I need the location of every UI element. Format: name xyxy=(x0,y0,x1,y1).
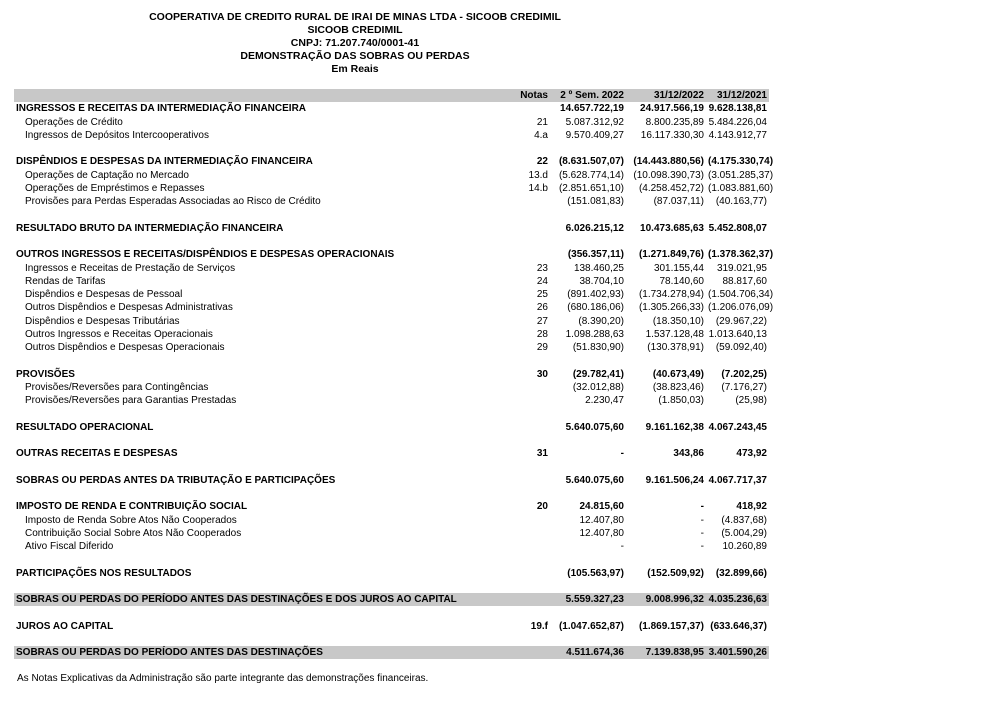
row-label: Rendas de Tarifas xyxy=(25,275,106,287)
row-nota xyxy=(500,527,550,540)
spacer-row xyxy=(14,434,769,447)
row-label: Ativo Fiscal Diferido xyxy=(25,541,114,553)
spacer-row xyxy=(14,355,769,368)
table-row xyxy=(14,262,769,275)
table-row xyxy=(14,341,769,354)
row-value-sem: 5.087.312,92 xyxy=(565,116,624,128)
row-value-2022: 1.537.128,48 xyxy=(645,329,704,341)
row-value-2021: 418,92 xyxy=(736,501,767,513)
row-value-sem: 1.098.288,63 xyxy=(565,329,624,341)
row-value-2021: 4.035.236,63 xyxy=(706,593,769,606)
row-value-sem: (356.357,11) xyxy=(567,249,624,261)
row-value-2021: 9.628.138,81 xyxy=(708,103,767,115)
row-value-2021: (59.092,40) xyxy=(715,342,767,354)
row-value-2022: 8.800.235,89 xyxy=(645,116,704,128)
row-nota xyxy=(500,514,550,527)
table-header-row xyxy=(14,89,769,102)
row-value-sem: 4.511.674,36 xyxy=(550,646,626,659)
row-label: INGRESSOS E RECEITAS DA INTERMEDIAÇÃO FINANCEIRA xyxy=(16,103,307,115)
row-value-sem: 5.559.327,23 xyxy=(550,593,626,606)
row-value-2022: 16.117.330,30 xyxy=(640,129,704,141)
row-nota xyxy=(500,195,550,208)
row-value-sem: 12.407,80 xyxy=(579,527,624,539)
company-short-name: SICOOB CREDIMIL xyxy=(307,24,403,36)
table-row xyxy=(14,514,769,527)
row-value-sem: (105.563,97) xyxy=(567,567,624,579)
table-row xyxy=(14,646,769,659)
row-value-sem: (5.628.774,14) xyxy=(558,169,624,181)
row-label: SOBRAS OU PERDAS DO PERÍODO ANTES DAS DESTINAÇÕES E DOS JUROS AO CAPITAL xyxy=(14,593,500,606)
row-value-sem: 5.640.075,60 xyxy=(565,421,624,433)
row-label: Operações de Crédito xyxy=(25,116,123,128)
row-value-2022: 78.140,60 xyxy=(659,275,704,287)
row-value-2021: (1.504.706,34) xyxy=(708,289,774,301)
row-label: SOBRAS OU PERDAS ANTES DA TRIBUTAÇÃO E PARTICIPAÇÕES xyxy=(16,474,336,486)
row-value-2022: 9.161.506,24 xyxy=(645,474,704,486)
row-label: Outros Dispêndios e Despesas Operacionais xyxy=(25,342,225,354)
row-nota: 29 xyxy=(536,342,548,354)
spacer-row xyxy=(14,487,769,500)
header-2022: 31/12/2022 xyxy=(626,89,706,102)
header-2021: 31/12/2021 xyxy=(706,89,769,102)
row-value-sem: 24.815,60 xyxy=(579,501,624,513)
spacer-row xyxy=(14,554,769,567)
table-row xyxy=(14,368,769,381)
row-nota: 31 xyxy=(536,448,548,460)
header-label-cell xyxy=(14,89,500,102)
row-nota xyxy=(500,474,550,487)
table-row xyxy=(14,129,769,142)
row-value-sem: 5.640.075,60 xyxy=(565,474,624,486)
row-value-2021: (4.837,68) xyxy=(721,514,767,526)
table-row xyxy=(14,248,769,261)
table-row xyxy=(14,315,769,328)
row-value-sem: 38.704,10 xyxy=(579,275,624,287)
row-label: Provisões para Perdas Esperadas Associadas ao Risco de Crédito xyxy=(25,196,321,208)
row-label: SOBRAS OU PERDAS DO PERÍODO ANTES DAS DESTINAÇÕES xyxy=(14,646,500,659)
row-value-sem: 12.407,80 xyxy=(579,514,624,526)
row-nota xyxy=(500,394,550,407)
row-nota: 4.a xyxy=(534,129,548,141)
cnpj: CNPJ: 71.207.740/0001-41 xyxy=(290,37,420,49)
row-value-sem: (8.631.507,07) xyxy=(558,156,624,168)
currency-note: Em Reais xyxy=(331,63,379,75)
row-label: OUTROS INGRESSOS E RECEITAS/DISPÊNDIOS E DESPESAS OPERACIONAIS xyxy=(16,249,395,261)
row-value-2021: (25,98) xyxy=(735,395,767,407)
row-value-2021: (7.176,27) xyxy=(721,382,767,394)
table-row xyxy=(14,381,769,394)
table-row xyxy=(14,540,769,553)
row-value-2021: 4.143.912,77 xyxy=(708,129,767,141)
row-value-2021: 3.401.590,26 xyxy=(706,646,769,659)
row-label: Dispêndios e Despesas Tributárias xyxy=(25,315,180,327)
table-row xyxy=(14,102,769,115)
table-row xyxy=(14,527,769,540)
row-value-2022: (1.734.278,94) xyxy=(638,289,704,301)
row-nota: 14.b xyxy=(528,182,548,194)
table-row xyxy=(14,222,769,235)
row-value-2022: (1.869.157,37) xyxy=(638,620,704,632)
row-label: Contribuição Social Sobre Atos Não Cooperados xyxy=(25,527,242,539)
row-label: RESULTADO OPERACIONAL xyxy=(16,421,154,433)
row-value-2021: 5.484.226,04 xyxy=(708,116,767,128)
table-row xyxy=(14,328,769,341)
row-value-2022: (10.098.390,73) xyxy=(633,169,704,181)
report-header xyxy=(0,11,710,76)
row-value-2021: 1.013.640,13 xyxy=(708,329,767,341)
row-label: Imposto de Renda Sobre Atos Não Cooperados xyxy=(25,514,237,526)
table-row xyxy=(14,593,769,606)
row-value-sem: 9.570.409,27 xyxy=(565,129,624,141)
row-nota xyxy=(500,381,550,394)
table-row xyxy=(14,394,769,407)
row-nota: 27 xyxy=(536,315,548,327)
row-label: Operações de Captação no Mercado xyxy=(25,169,189,181)
row-value-2022: - xyxy=(700,541,704,553)
row-value-sem: (891.402,93) xyxy=(567,289,624,301)
row-nota xyxy=(500,102,550,115)
table-row xyxy=(14,620,769,633)
row-value-2022: - xyxy=(700,501,704,513)
row-value-2021: 10.260,89 xyxy=(722,541,767,553)
spacer-row xyxy=(14,408,769,421)
row-value-2022: (1.271.849,76) xyxy=(638,249,704,261)
row-nota: 23 xyxy=(536,262,548,274)
spacer-row xyxy=(14,209,769,222)
income-statement-table xyxy=(14,89,774,659)
row-value-2021: (7.202,25) xyxy=(721,368,767,380)
row-value-2021: (3.051.285,37) xyxy=(708,169,774,181)
footer-note: As Notas Explicativas da Administração são parte integrante das demonstrações financeiras. xyxy=(17,673,429,684)
row-value-2021: (5.004,29) xyxy=(721,527,767,539)
row-label: PARTICIPAÇÕES NOS RESULTADOS xyxy=(16,567,192,579)
row-value-2022: 301.155,44 xyxy=(653,262,704,274)
row-label: PROVISÕES xyxy=(16,368,75,380)
row-label: Dispêndios e Despesas de Pessoal xyxy=(25,289,183,301)
row-value-2021: (40.163,77) xyxy=(715,196,767,208)
row-label: Ingressos e Receitas de Prestação de Serviços xyxy=(25,262,236,274)
row-value-2021: 473,92 xyxy=(736,448,767,460)
row-value-2021: 319.021,95 xyxy=(716,262,767,274)
row-value-sem: (680.186,06) xyxy=(567,302,624,314)
row-value-sem: (151.081,83) xyxy=(567,196,624,208)
row-value-2022: - xyxy=(700,527,704,539)
row-value-2022: (14.443.880,56) xyxy=(633,156,704,168)
row-value-2021: (633.646,37) xyxy=(710,620,767,632)
row-value-2022: (38.823,46) xyxy=(652,382,704,394)
row-value-2022: 10.473.685,63 xyxy=(640,222,704,234)
row-value-2022: 7.139.838,95 xyxy=(626,646,706,659)
row-label: Provisões/Reversões para Contingências xyxy=(25,382,209,394)
row-label: Ingressos de Depósitos Intercooperativos xyxy=(25,129,209,141)
row-value-2022: 24.917.566,19 xyxy=(640,103,704,115)
row-label: IMPOSTO DE RENDA E CONTRIBUIÇÃO SOCIAL xyxy=(16,501,248,513)
table-row xyxy=(14,116,769,129)
row-value-2022: 9.161.162,38 xyxy=(645,421,704,433)
row-label: JUROS AO CAPITAL xyxy=(16,620,114,632)
row-nota: 25 xyxy=(536,289,548,301)
row-nota xyxy=(500,567,550,580)
row-nota xyxy=(500,421,550,434)
spacer-row xyxy=(14,142,769,155)
row-value-2022: (87.037,11) xyxy=(653,196,704,208)
table-row xyxy=(14,275,769,288)
header-2nd-semester-2022: 2 º Sem. 2022 xyxy=(550,89,626,102)
row-value-2022: 343,86 xyxy=(673,448,704,460)
row-value-2021: 5.452.808,07 xyxy=(708,222,767,234)
spacer-row xyxy=(14,580,769,593)
row-value-2022: (130.378,91) xyxy=(647,342,704,354)
row-nota: 20 xyxy=(536,501,548,513)
row-value-2022: (40.673,49) xyxy=(652,368,704,380)
table-row xyxy=(14,288,769,301)
row-value-sem: (29.782,41) xyxy=(572,368,624,380)
table-row xyxy=(14,500,769,513)
table-row xyxy=(14,567,769,580)
row-value-2022: (18.350,10) xyxy=(652,315,704,327)
row-value-sem: 6.026.215,12 xyxy=(565,222,624,234)
row-nota xyxy=(500,248,550,261)
row-value-2021: (29.967,22) xyxy=(715,315,767,327)
row-value-2022: - xyxy=(700,514,704,526)
table-row xyxy=(14,169,769,182)
row-label: Operações de Empréstimos e Repasses xyxy=(25,182,205,194)
row-value-2021: (1.378.362,37) xyxy=(708,249,774,261)
row-value-sem: (1.047.652,87) xyxy=(558,620,624,632)
row-value-sem: (8.390,20) xyxy=(578,315,624,327)
row-label: RESULTADO BRUTO DA INTERMEDIAÇÃO FINANCEIRA xyxy=(16,222,284,234)
row-nota: 30 xyxy=(536,368,548,380)
row-value-2021: 4.067.717,37 xyxy=(708,474,767,486)
row-label: OUTRAS RECEITAS E DESPESAS xyxy=(16,448,178,460)
row-value-2022: (1.305.266,33) xyxy=(638,302,704,314)
row-value-sem: 14.657.722,19 xyxy=(560,103,624,115)
table-row xyxy=(14,474,769,487)
spacer-row xyxy=(14,606,769,619)
row-nota xyxy=(500,540,550,553)
row-value-2022: 9.008.996,32 xyxy=(626,593,706,606)
table-row xyxy=(14,301,769,314)
spacer-row xyxy=(14,461,769,474)
row-value-sem: (2.851.651,10) xyxy=(558,182,624,194)
row-value-sem: (32.012,88) xyxy=(572,382,624,394)
row-nota xyxy=(500,646,550,659)
row-label: Outros Ingressos e Receitas Operacionais xyxy=(25,329,213,341)
row-nota: 13.d xyxy=(528,169,548,181)
row-label: Provisões/Reversões para Garantias Prestadas xyxy=(25,395,237,407)
table-row xyxy=(14,155,769,168)
row-value-2021: 88.817,60 xyxy=(722,275,767,287)
row-nota: 24 xyxy=(536,275,548,287)
statement-title: DEMONSTRAÇÃO DAS SOBRAS OU PERDAS xyxy=(240,50,470,62)
row-value-sem: 138.460,25 xyxy=(573,262,624,274)
row-value-2022: (1.850,03) xyxy=(658,395,704,407)
row-nota xyxy=(500,593,550,606)
row-value-2022: (4.258.452,72) xyxy=(638,182,704,194)
row-nota: 26 xyxy=(536,302,548,314)
row-nota: 19.f xyxy=(530,620,548,632)
row-value-sem: 2.230,47 xyxy=(585,395,624,407)
row-nota: 22 xyxy=(536,156,548,168)
spacer-row xyxy=(14,633,769,646)
row-value-2021: 4.067.243,45 xyxy=(708,421,767,433)
row-label: DISPÊNDIOS E DESPESAS DA INTERMEDIAÇÃO FINANCEIRA xyxy=(16,156,313,168)
row-value-2021: (4.175.330,74) xyxy=(708,156,774,168)
row-value-2022: (152.509,92) xyxy=(647,567,704,579)
table-row xyxy=(14,447,769,460)
row-nota: 28 xyxy=(536,329,548,341)
row-value-2021: (1.083.881,60) xyxy=(708,182,774,194)
row-value-2021: (32.899,66) xyxy=(715,567,767,579)
row-nota xyxy=(500,222,550,235)
row-value-2021: (1.206.076,09) xyxy=(708,302,774,314)
row-value-sem: - xyxy=(620,448,624,460)
spacer-row xyxy=(14,235,769,248)
company-name: COOPERATIVA DE CREDITO RURAL DE IRAI DE MINAS LTDA - SICOOB CREDIMIL xyxy=(149,11,561,23)
row-value-sem: (51.830,90) xyxy=(572,342,624,354)
table-row xyxy=(14,195,769,208)
table-row xyxy=(14,182,769,195)
row-nota: 21 xyxy=(536,116,548,128)
table-row xyxy=(14,421,769,434)
row-value-sem: - xyxy=(620,541,624,553)
header-notas: Notas xyxy=(500,89,550,102)
row-label: Outros Dispêndios e Despesas Administrativas xyxy=(25,302,233,314)
